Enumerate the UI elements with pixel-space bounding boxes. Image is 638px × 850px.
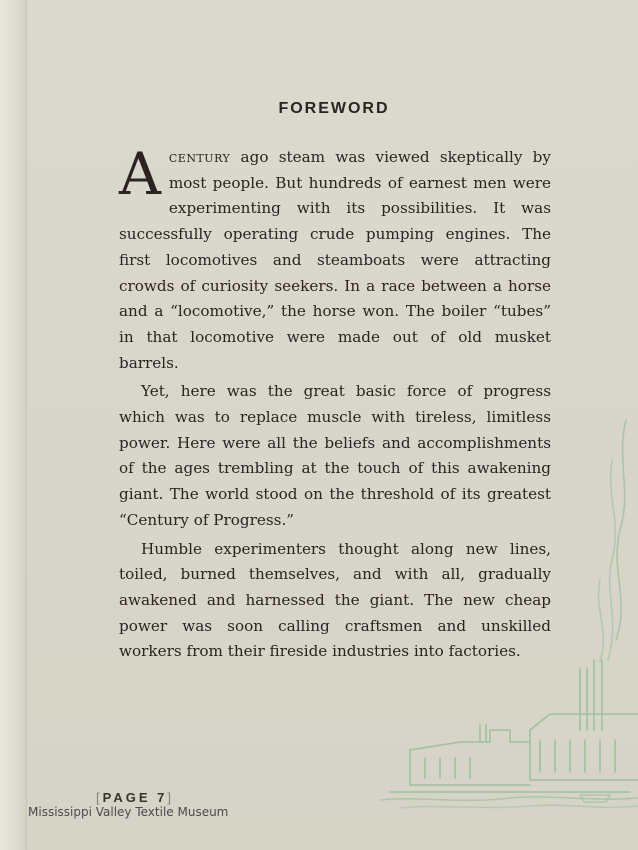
- factory-illustration: [380, 400, 638, 820]
- paragraph-2: Yet, here was the great basic force of progress which was to replace muscle with tireless, limitless power. Here were all the beliefs and accomplishments of the ages trembling at the touch of this awakening giant. The world stood on the threshold of its greatest “Century of Progress.”: [119, 382, 551, 529]
- watermark-text: Mississippi Valley Textile Museum: [28, 805, 229, 819]
- page-number: [PAGE 7]: [96, 790, 174, 805]
- paragraph-1-text: ago steam was viewed skeptically by most people. But hundreds of earnest men were experimenting with its possibilities. It was successfully operating crude pumping engines. The first locomotives and steamboats were attracting crowds of curiosity seekers. In a race between a horse and a “locomotive,” the horse won. The boiler “tubes” in that locomotive were made out of old musket barrels.: [119, 148, 551, 372]
- drop-cap: A: [119, 140, 161, 208]
- page-number-text: PAGE 7: [102, 790, 168, 805]
- opening-small-caps: century: [168, 148, 231, 166]
- paragraph-3: Humble experimenters thought along new lines, toiled, burned themselves, and with all, gradually awakened and harnessed the giant. The new cheap power was soon calling craftsmen and unskilled workers from their fireside industries into factories.: [119, 539, 551, 661]
- paragraph-1: [119, 140, 551, 376]
- foreword-heading: FOREWORD: [278, 100, 390, 117]
- page-binding-edge: [0, 0, 27, 850]
